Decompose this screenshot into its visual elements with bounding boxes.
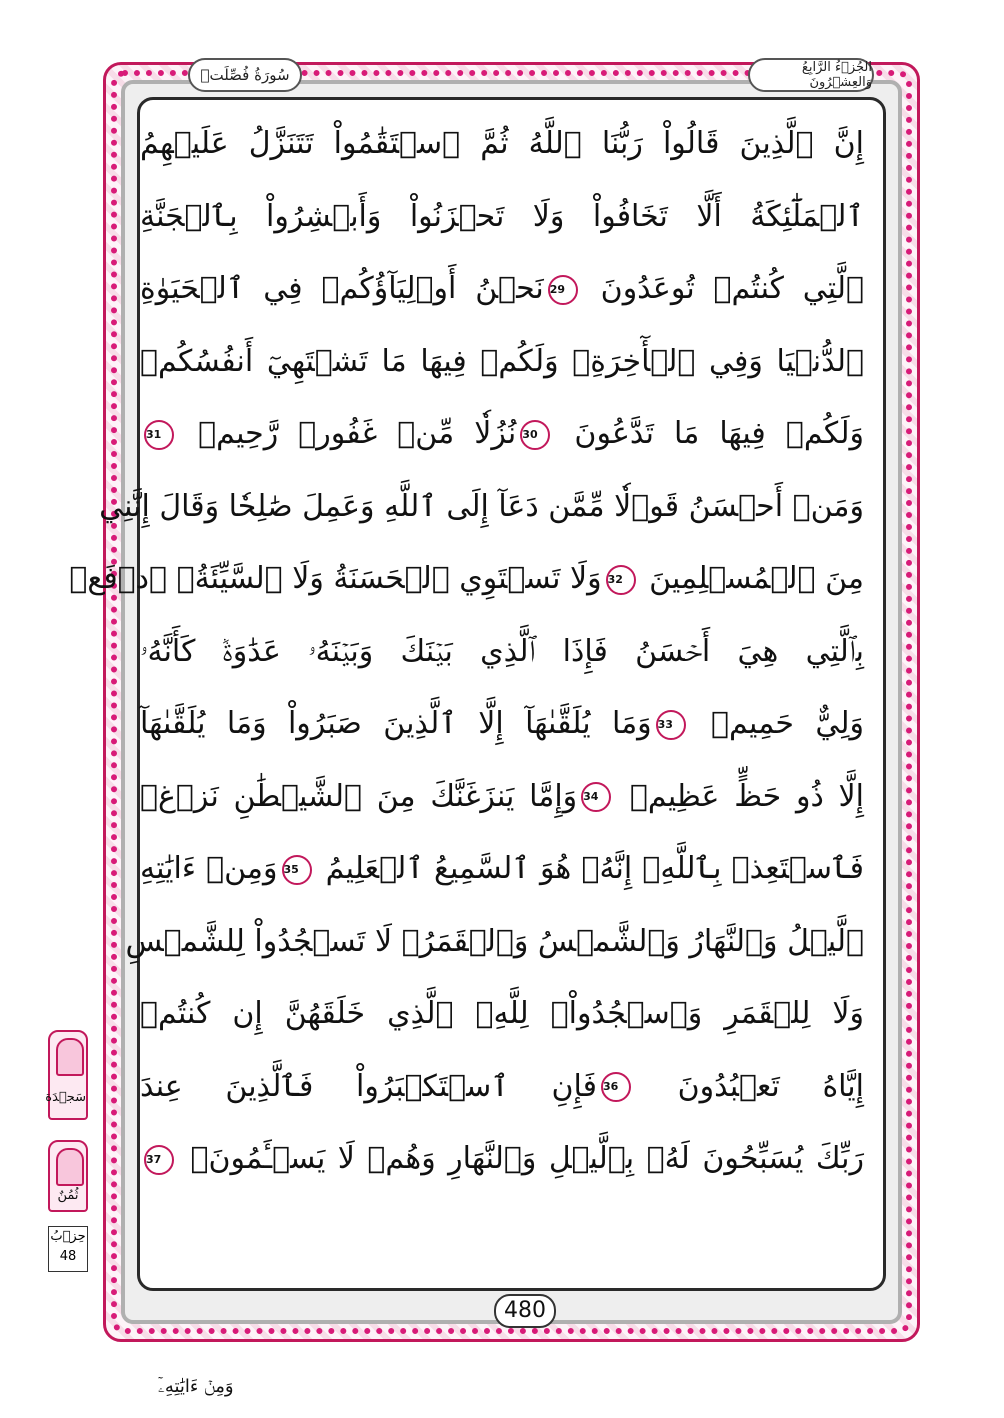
verse-line (140, 767, 864, 827)
verse-line (140, 622, 864, 682)
dome-icon (56, 1148, 84, 1186)
verse-text: نَحۡنُ أَوۡلِيَآؤُكُمۡ فِي ٱلۡحَيَوٰةِ (140, 271, 544, 306)
verse-line (140, 694, 864, 754)
verse-text: ٱلَّيۡلُ وَٱلنَّهَارُ وَٱلشَّمۡسُ وَٱلۡقَمَرُۚ لَا تَسۡجُدُواْ لِلشَّمۡسِ (125, 923, 864, 959)
juz-name-cartouche: الجُزۡءُ الرَّابِعُ وَالعِشۡرُونَ (748, 58, 874, 92)
verse-line (99, 477, 864, 537)
verse-line (140, 259, 864, 319)
verse-line (140, 1129, 864, 1189)
page-number: 480 (494, 1294, 556, 1328)
verse-text: نُزُلٗا مِّنۡ غَفُورٖ رَّحِيمٖ (198, 416, 517, 451)
verse-line (69, 549, 864, 609)
hizb-number: 48 (59, 1249, 77, 1264)
verse-line (140, 404, 864, 464)
verse-text: ٱلۡمَلَٰٓئِكَةُ أَلَّا تَخَافُواْ وَلَا تَحۡزَنُواْ وَأَبۡشِرُواْ بِٱلۡجَنَّةِ (140, 198, 864, 234)
ayah-number-marker: 37 (144, 1145, 174, 1175)
ayah-number-marker: 34 (581, 782, 611, 812)
verse-line (140, 839, 864, 899)
ayah-number-marker: 29 (548, 275, 578, 305)
verse-text: فَإِنِ ٱسۡتَكۡبَرُواْ فَٱلَّذِينَ عِندَ (140, 1068, 597, 1104)
verse-text: إِيَّاهُ تَعۡبُدُونَ (677, 1068, 864, 1104)
ayah-number-marker: 36 (601, 1072, 631, 1102)
verse-text: وَمِنۡ ءَايَٰتِهِ (140, 851, 278, 886)
verse-text: وَإِمَّا يَنزَغَنَّكَ مِنَ ٱلشَّيۡطَٰنِ نَزۡغٞ (140, 778, 578, 814)
verse-line (140, 1057, 864, 1117)
hizb-marker (48, 1226, 88, 1272)
hizb-label: حِزۡبُ (50, 1229, 86, 1244)
verse-text: وَلِيٌّ حَمِيمٞ (711, 706, 864, 741)
verse-text: بِٱلَّتِي هِيَ أَحۡسَنُ فَإِذَا ٱلَّذِي بَيۡنَكَ وَبَيۡنَهُۥ عَدَٰوَةٞ كَأَنَّهُۥ (140, 633, 864, 669)
ayah-number-marker: 33 (656, 710, 686, 740)
thumun-marker (48, 1140, 88, 1212)
verse-text: وَمَا يُلَقَّىٰهَآ إِلَّا ٱلَّذِينَ صَبَرُواْ وَمَا يُلَقَّىٰهَآ (140, 706, 652, 741)
ayah-number-marker: 32 (606, 565, 636, 595)
ayah-number-marker: 35 (282, 855, 312, 885)
catchword: وَمِنۡ ءَايَٰتِهِۦٓ (158, 1376, 234, 1397)
verse-text: إِلَّا ذُو حَظٍّ عَظِيمٖ (629, 778, 865, 814)
verse-text: ٱلَّتِي كُنتُمۡ تُوعَدُونَ (600, 271, 864, 306)
verse-text: وَمَنۡ أَحۡسَنُ قَوۡلٗا مِّمَّن دَعَآ إِلَى ٱللَّهِ وَعَمِلَ صَٰلِحٗا وَقَالَ إِنَّنِي (99, 488, 864, 524)
verse-text: مِنَ ٱلۡمُسۡلِمِينَ (649, 561, 864, 596)
verse-line (125, 912, 864, 972)
sajda-marker (45, 1030, 88, 1120)
verse-text: وَلَا لِلۡقَمَرِ وَٱسۡجُدُواْۤ لِلَّهِۤ ٱلَّذِي خَلَقَهُنَّ إِن كُنتُمۡ (140, 996, 864, 1031)
sajda-label: سَجۡدَة (45, 1090, 86, 1105)
verse-line (140, 114, 864, 174)
ayah-number-marker: 30 (520, 420, 550, 450)
thumun-label: ثُمُنٌ (57, 1188, 79, 1203)
verse-text: فَٱسۡتَعِذۡ بِٱللَّهِۖ إِنَّهُۥ هُوَ ٱلسَّمِيعُ ٱلۡعَلِيمُ (325, 851, 864, 886)
ayah-number-marker: 31 (144, 420, 174, 450)
verse-text: إِنَّ ٱلَّذِينَ قَالُواْ رَبُّنَا ٱللَّهُ ثُمَّ ٱسۡتَقَٰمُواْ تَتَنَزَّلُ عَلَيۡهِمُ (140, 126, 864, 161)
verse-line (140, 332, 864, 392)
verse-text: ٱلدُّنۡيَا وَفِي ٱلۡأٓخِرَةِۖ وَلَكُمۡ فِيهَا مَا تَشۡتَهِيٓ أَنفُسُكُمۡ (140, 343, 864, 379)
verse-line (140, 187, 864, 247)
verse-text: وَلَا تَسۡتَوِي ٱلۡحَسَنَةُ وَلَا ٱلسَّيِّئَةُۚ ٱدۡفَعۡ (69, 561, 602, 596)
verse-text: رَبِّكَ يُسَبِّحُونَ لَهُۥ بِٱلَّيۡلِ وَٱلنَّهَارِ وَهُمۡ لَا يَسۡـَٔمُونَۤ (190, 1141, 865, 1176)
verse-line (140, 984, 864, 1044)
verse-text: وَلَكُمۡ فِيهَا مَا تَدَّعُونَ (574, 416, 865, 451)
surah-name-cartouche: سُورَةُ فُصِّلَتۡ (188, 58, 302, 92)
dome-icon (56, 1038, 84, 1076)
